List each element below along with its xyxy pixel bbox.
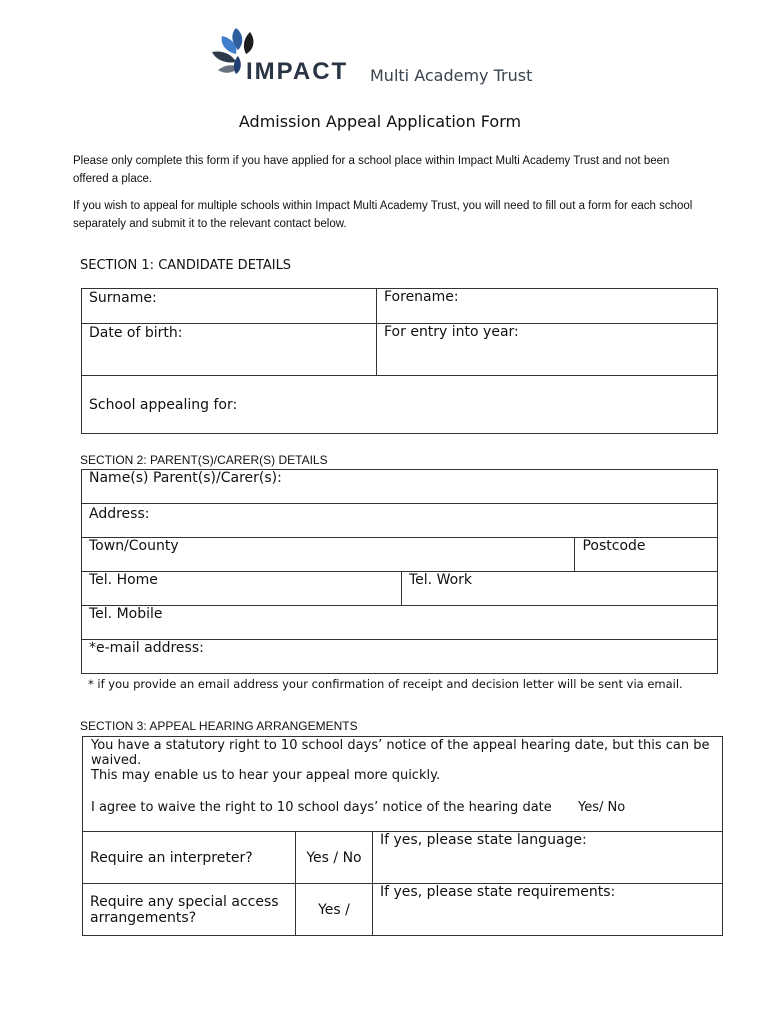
- access-yes-no[interactable]: Yes /: [296, 884, 373, 936]
- town-field[interactable]: Town/County: [82, 538, 575, 572]
- brand-name: IMPACT: [246, 58, 349, 85]
- waiver-agree-row: [91, 800, 714, 815]
- dob-field[interactable]: Date of birth:: [82, 324, 377, 376]
- access-label: Require any special access arrangements?: [83, 884, 296, 936]
- interpreter-yes-no[interactable]: Yes / No: [296, 832, 373, 884]
- requirements-field[interactable]: If yes, please state requirements:: [373, 884, 723, 936]
- parent-details-table: [81, 469, 718, 674]
- waiver-yes-no[interactable]: Yes/ No: [578, 800, 626, 815]
- interpreter-label: Require an interpreter?: [83, 832, 296, 884]
- waiver-info-line1: You have a statutory right to 10 school days’ notice of the appeal hearing date, but this can be waived.: [91, 738, 710, 768]
- surname-field[interactable]: Surname:: [82, 289, 377, 324]
- waiver-info-line2: This may enable us to hear your appeal more quickly.: [91, 768, 441, 783]
- hearing-arrangements-table: [82, 736, 723, 936]
- school-field[interactable]: School appealing for:: [82, 376, 718, 434]
- language-field[interactable]: If yes, please state language:: [373, 832, 723, 884]
- waiver-agree-text: I agree to waive the right to 10 school days’ notice of the hearing date: [91, 800, 552, 815]
- postcode-field[interactable]: Postcode: [575, 538, 718, 572]
- intro-paragraph-2: If you wish to appeal for multiple schools within Impact Multi Academy Trust, you will need to fill out a form for each school separately and submit it to the relevant contact below.: [73, 200, 693, 230]
- section1-heading: SECTION 1: CANDIDATE DETAILS: [80, 258, 292, 273]
- candidate-details-table: [81, 288, 718, 434]
- email-note: * if you provide an email address your confirmation of receipt and decision letter will be sent via email.: [88, 677, 683, 691]
- section2-heading: SECTION 2: PARENT(S)/CARER(S) DETAILS: [80, 453, 328, 467]
- section3-heading: SECTION 3: APPEAL HEARING ARRANGEMENTS: [80, 719, 358, 733]
- brand-subtitle: Multi Academy Trust: [370, 66, 533, 85]
- address-field[interactable]: Address:: [82, 504, 718, 538]
- tel-home-field[interactable]: Tel. Home: [82, 572, 402, 606]
- entry-year-field[interactable]: For entry into year:: [377, 324, 718, 376]
- email-field[interactable]: *e-mail address:: [82, 640, 718, 674]
- intro-paragraph-1: Please only complete this form if you have applied for a school place within Impact Multi Academy Trust and not been offered a place.: [73, 155, 670, 185]
- tel-mobile-field[interactable]: Tel. Mobile: [82, 606, 718, 640]
- forename-field[interactable]: Forename:: [377, 289, 718, 324]
- page-title: Admission Appeal Application Form: [238, 112, 522, 131]
- parent-names-field[interactable]: Name(s) Parent(s)/Carer(s):: [82, 470, 718, 504]
- waiver-info-cell: [83, 737, 723, 832]
- tel-work-field[interactable]: Tel. Work: [402, 572, 718, 606]
